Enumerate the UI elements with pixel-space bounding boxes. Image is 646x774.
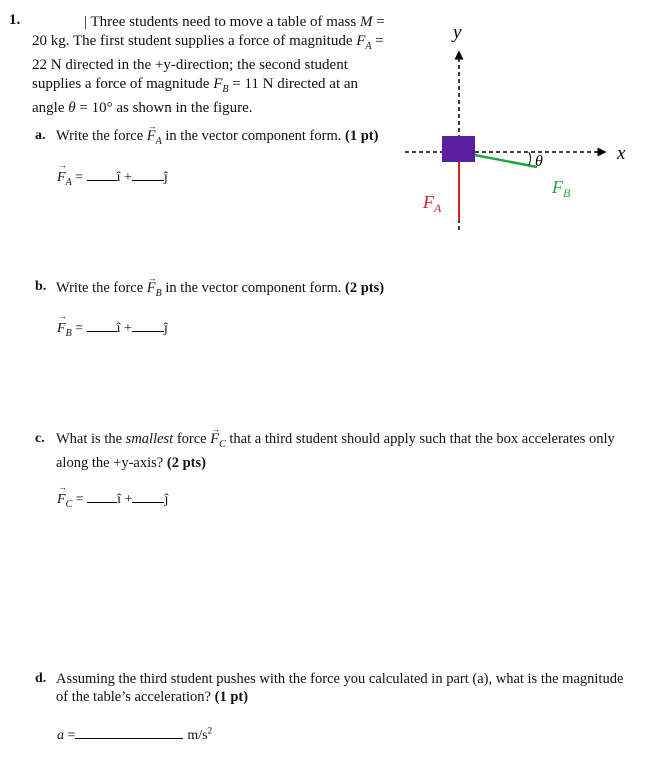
fb-value: = 11 N (228, 76, 274, 92)
statement-intro: | Three students need to move a table of mass (84, 14, 360, 30)
answer-c-equation: → $F_C$ = î + ĵ (57, 489, 168, 510)
answer-a-i-blank[interactable] (87, 167, 117, 181)
answer-c-j-blank[interactable] (132, 489, 164, 503)
fb-label: $F_B$ (552, 177, 571, 200)
statement-fa-intro: The first student supplies a force of magnitude (69, 33, 357, 49)
answer-a-j-blank[interactable] (132, 167, 164, 181)
question-d-text: Assuming the third student pushes with the force you calculated in part (a), what is the magnitude of the table’s acceleration? (1 pt) (56, 671, 624, 705)
statement-tail: as shown in the figure. (112, 100, 253, 116)
answer-c-i-blank[interactable] (87, 489, 117, 503)
answer-b-i-blank[interactable] (87, 318, 117, 332)
question-c-text: What is the smallest force → $F_C$ that a third student should apply such that the box accelerates only along the +y-axis? (2 pts) (56, 430, 636, 472)
answer-b-equation: → $F_B$ = î + ĵ (57, 318, 168, 339)
theta-value: = 10° (75, 100, 113, 116)
mass-value: = 20 kg. (32, 14, 385, 49)
fb-sub: B (222, 84, 229, 95)
fb-direction: directed at an angle (32, 76, 359, 116)
answer-d-blank[interactable] (75, 725, 183, 739)
x-axis-label: x (617, 143, 626, 164)
problem-number: 1. (9, 12, 21, 28)
answer-a-equation: → $F_A$ = î + ĵ (57, 167, 168, 188)
problem-statement (32, 13, 394, 118)
fb-symbol: F (213, 76, 223, 92)
fa-value: = 22 N (32, 33, 384, 73)
question-c-label: c. (35, 431, 45, 446)
question-a-label: a. (35, 128, 46, 143)
fa-sub: A (365, 41, 372, 52)
question-b-text: Write the force → $F_B$ in the vector component form. (2 pts) (56, 279, 416, 303)
question-a-text: Write the force → $F_A$ in the vector component form. (1 pt) (56, 127, 396, 151)
force-diagram (395, 10, 645, 235)
theta-arc (529, 152, 531, 165)
y-axis-label: y (453, 22, 462, 43)
answer-d-equation: $a = m/s^2$ (57, 725, 213, 743)
mass-symbol: M (359, 14, 373, 30)
fa-direction: directed in the +y-direction; the second student supplies a force of magnitude (32, 57, 348, 92)
question-d-label: d. (35, 671, 47, 686)
table-box (442, 136, 475, 162)
theta-symbol: θ (68, 100, 76, 116)
question-b-label: b. (35, 279, 47, 294)
fa-symbol: F (356, 33, 366, 49)
fa-label: $F_A$ (423, 192, 442, 215)
answer-b-j-blank[interactable] (132, 318, 164, 332)
theta-label: θ (535, 153, 543, 170)
